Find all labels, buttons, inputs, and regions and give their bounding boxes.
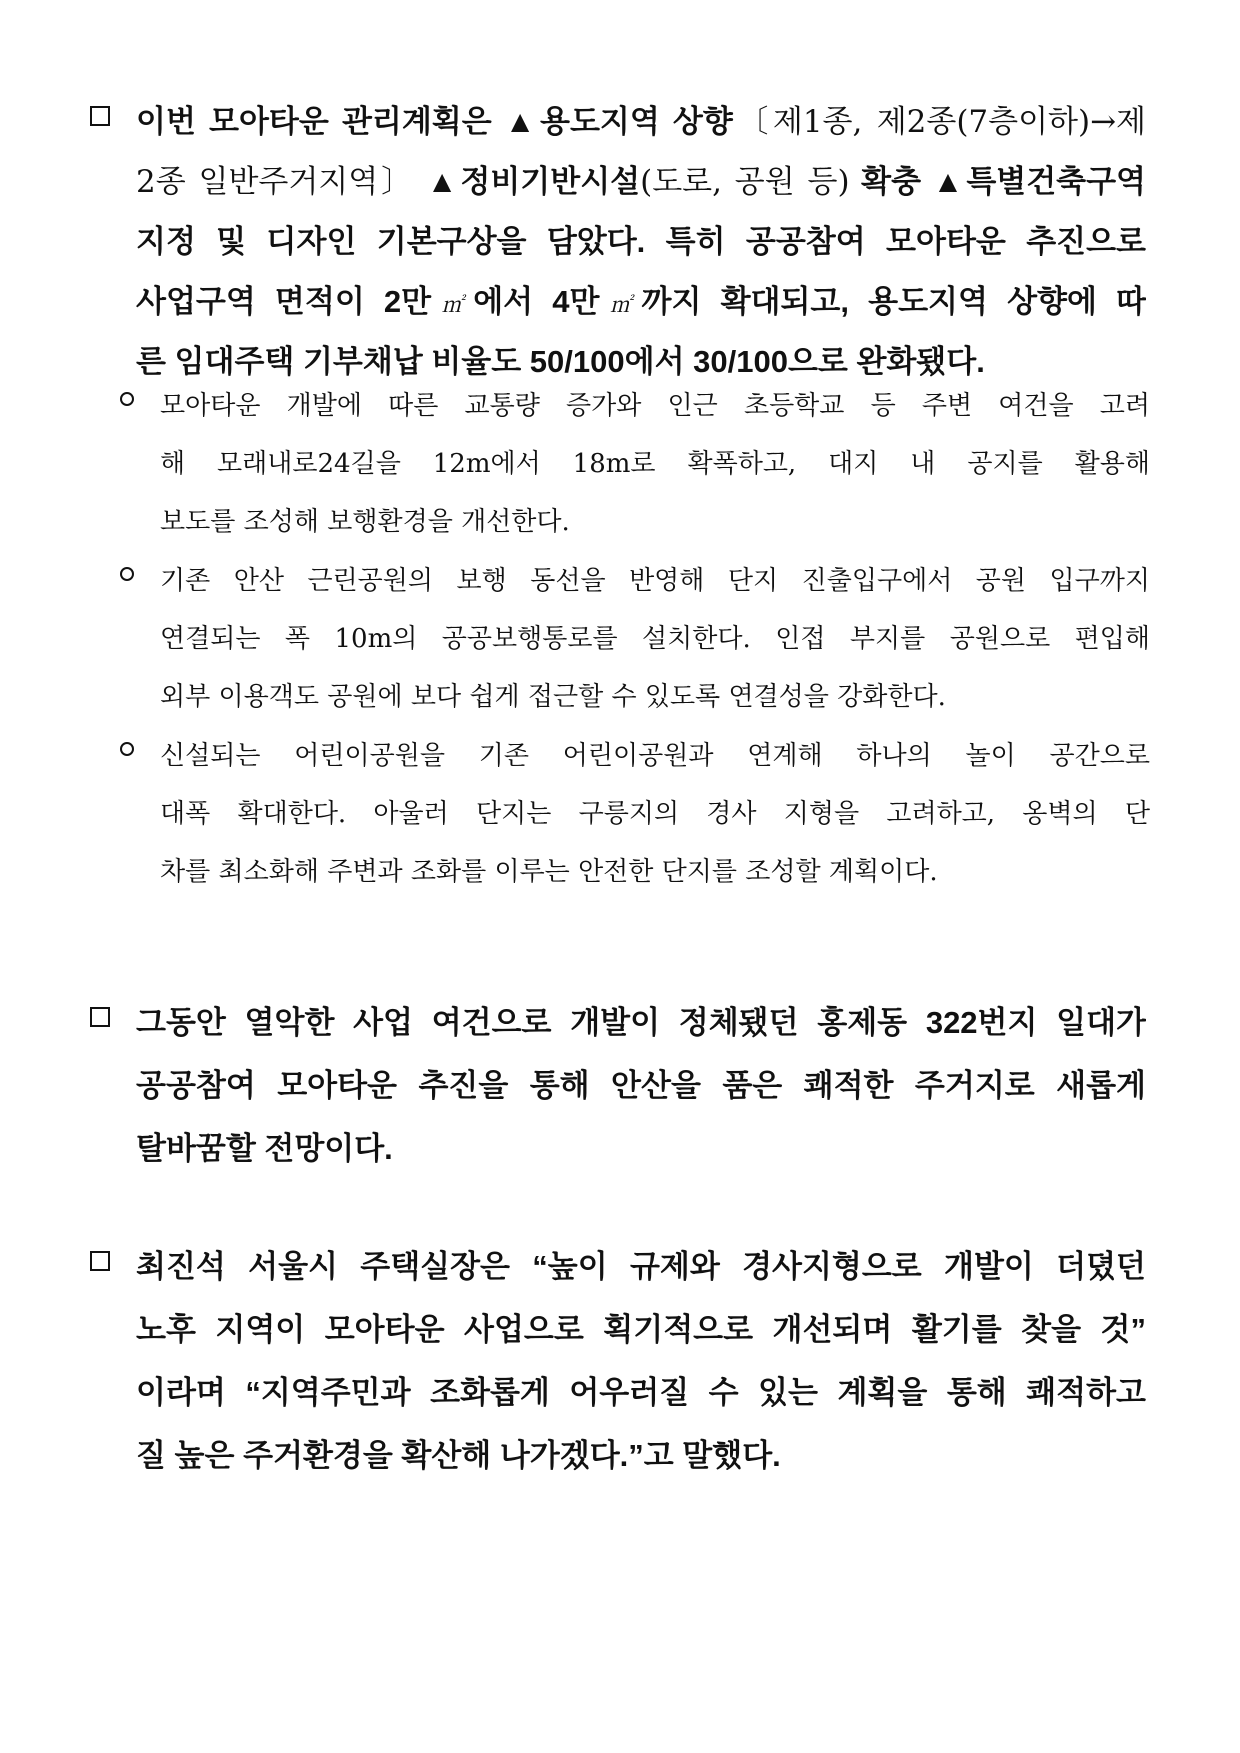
paragraph-line [136, 92, 1146, 152]
paragraph-line: 이라며 “지역주민과 조화롭게 어우러질 수 있는 계획을 통해 쾌적하고 [136, 1375, 1146, 1410]
bullet-line: 기존 안산 근린공원의 보행 동선을 반영해 단지 진출입구에서 공원 입구까지 [160, 566, 1150, 596]
text-run: (도로, 공원 등) [640, 164, 850, 200]
paragraph-line [136, 152, 1146, 212]
paragraph-line: 탈바꿈할 전망이다. [136, 1131, 393, 1166]
square-bullet-icon [90, 106, 110, 126]
bullet-line: 모아타운 개발에 따른 교통량 증가와 인근 초등학교 등 주변 여건을 고려 [160, 391, 1150, 421]
paragraph-line: 노후 지역이 모아타운 사업으로 획기적으로 개선되며 활기를 찾을 것” [136, 1312, 1146, 1347]
text-run: 사업구역 면적이 2만 [136, 284, 432, 319]
section-management-plan [90, 92, 1150, 887]
text-run: 확충 ▲특별건축구역 [849, 164, 1146, 199]
paragraph-line: 질 높은 주거환경을 확산해 나가겠다.”고 말했다. [136, 1438, 781, 1473]
text-run: ▲정비기반시설 [415, 164, 641, 199]
text-run: 2종 일반주거지역〕 [136, 164, 416, 200]
circle-bullet-icon [120, 392, 134, 406]
square-bullet-icon [90, 1251, 110, 1271]
text-run: 〔제1종, 제2종(7층이하)→제 [732, 104, 1146, 140]
circle-bullet-item [120, 552, 1170, 732]
unit-text: ㎡ [599, 293, 642, 317]
circle-bullet-item [120, 377, 1170, 557]
paragraph-line: 른 임대주택 기부채납 비율도 50/100에서 30/100으로 완화됐다. [136, 344, 985, 379]
bullet-line: 해 모래내로24길을 12m에서 18m로 확폭하고, 대지 내 공지를 활용해 [160, 449, 1150, 479]
paragraph-line: 최진석 서울시 주택실장은 “높이 규제와 경사지형으로 개발이 더뎠던 [136, 1249, 1146, 1284]
circle-bullet-item [120, 727, 1170, 907]
paragraph-line [136, 272, 1146, 332]
text-run: 에서 4만 [473, 284, 600, 319]
paragraph-line: 지정 및 디자인 기본구상을 담았다. 특히 공공참여 모아타운 추진으로 [136, 224, 1146, 259]
text-run: 이번 모아타운 관리계획은 ▲용도지역 상향 [136, 104, 733, 139]
paragraph-line: 공공참여 모아타운 추진을 통해 안산을 품은 쾌적한 주거지로 새롭게 [136, 1068, 1146, 1103]
text-run: 까지 확대되고, 용도지역 상향에 따 [641, 284, 1146, 319]
section-outlook [90, 993, 1150, 1183]
bullet-line: 보도를 조성해 보행환경을 개선한다. [160, 507, 570, 537]
bullet-line: 차를 최소화해 주변과 조화를 이루는 안전한 단지를 조성할 계획이다. [160, 857, 938, 887]
unit-text: ㎡ [431, 293, 474, 317]
bullet-line: 연결되는 폭 10m의 공공보행통로를 설치한다. 인접 부지를 공원으로 편입해 [160, 624, 1150, 654]
bullet-line: 신설되는 어린이공원을 기존 어린이공원과 연계해 하나의 놀이 공간으로 [160, 741, 1150, 771]
paragraph-line: 그동안 열악한 사업 여건으로 개발이 정체됐던 홍제동 322번지 일대가 [136, 1005, 1146, 1040]
circle-bullet-icon [120, 742, 134, 756]
square-bullet-icon [90, 1007, 110, 1027]
section-official-quote [90, 1237, 1150, 1487]
bullet-line: 외부 이용객도 공원에 보다 쉽게 접근할 수 있도록 연결성을 강화한다. [160, 682, 946, 712]
bullet-line: 대폭 확대한다. 아울러 단지는 구릉지의 경사 지형을 고려하고, 옹벽의 단 [160, 799, 1150, 829]
circle-bullet-icon [120, 567, 134, 581]
